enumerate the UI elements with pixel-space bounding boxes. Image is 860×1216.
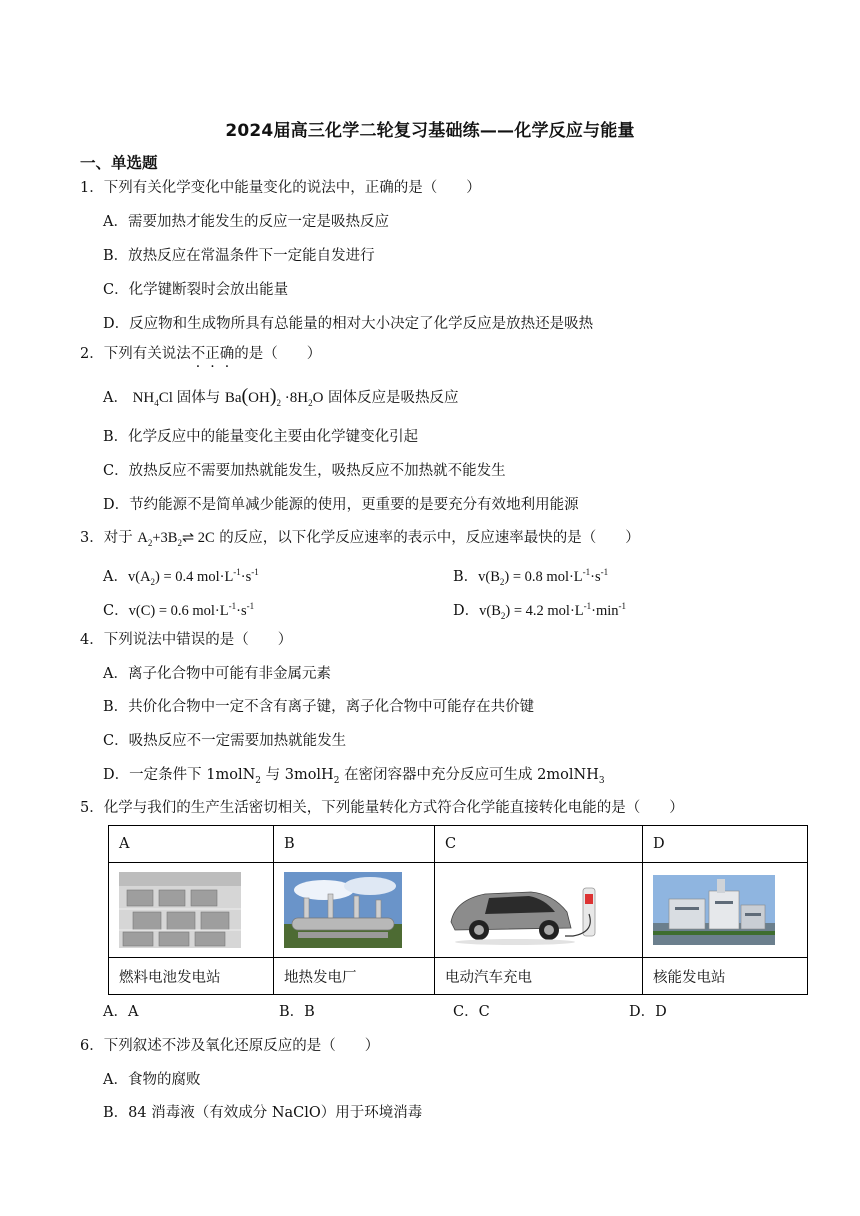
- question-2-option-a: A． $NH_4Cl$ 固体与 $Ba(OH)_2 \cdot 8H_2O$ 固体反应是吸热反应: [103, 385, 459, 408]
- option-text-pre: D．一定条件下 1molN: [103, 767, 256, 783]
- option-label: A．: [103, 568, 128, 585]
- question-2-stem-post: 的是（ ）: [234, 346, 322, 362]
- nuclear-plant-image: [643, 863, 808, 958]
- question-3-option-c: C．v(C) = 0.6 $mol\cdot L^{-1}\cdot s^{-1}$: [103, 601, 255, 619]
- question-6-option-a: A．食物的腐败: [103, 1072, 201, 1088]
- question-6-stem: 6．下列叙述不涉及氧化还原反应的是（ ）: [80, 1038, 380, 1054]
- question-5-option-a: A．A: [103, 1004, 139, 1020]
- question-5-table: [108, 825, 808, 995]
- emphasis-char-1: 不: [190, 346, 206, 362]
- question-5-option-c: C．C: [453, 1004, 490, 1020]
- caption-fuel-cell: 燃料电池发电站: [109, 958, 274, 995]
- reaction-equation: $A_2+3B_2\rightleftharpoons$ 2C: [137, 530, 215, 548]
- geothermal-plant-image: [274, 863, 435, 958]
- question-4-option-c: C．吸热反应不一定需要加热就能发生: [103, 733, 347, 749]
- question-4-option-b: B．共价化合物中一定不含有离子键，离子化合物中可能存在共价键: [103, 699, 535, 715]
- question-3-stem-post: 的反应，以下化学反应速率的表示中，反应速率最快的是（ ）: [214, 530, 640, 546]
- question-3-option-d: D．$v(B_2) = 4.2$ $mol\cdot L^{-1}\cdot\min^{-1}$: [453, 601, 627, 621]
- question-4-option-d: D．一定条件下 1molN$_2$ 与 3molH$_2$ 在密闭容器中充分反应可生成 2molNH$_3$: [103, 767, 605, 786]
- table-header-a: A: [109, 826, 274, 863]
- question-2-stem: [80, 344, 321, 364]
- caption-geothermal: 地热发电厂: [274, 958, 435, 995]
- question-3-stem-pre: 3．对于: [80, 530, 138, 546]
- emphasis-char-3: 确: [219, 346, 235, 362]
- electric-car-charging-image: [435, 863, 643, 958]
- page-title: 2024届高三化学二轮复习基础练——化学反应与能量: [225, 121, 635, 141]
- option-text-mid: 与 3molH: [261, 767, 334, 783]
- question-1-option-c: C．化学键断裂时会放出能量: [103, 282, 289, 298]
- option-label: C．: [103, 602, 129, 619]
- caption-nuclear: 核能发电站: [643, 958, 808, 995]
- caption-electric-car: 电动汽车充电: [435, 958, 643, 995]
- question-5-option-b: B．B: [279, 1004, 315, 1020]
- question-3-stem: [80, 528, 640, 553]
- question-1-option-a: A．需要加热才能发生的反应一定是吸热反应: [103, 214, 389, 230]
- question-1-option-b: B．放热反应在常温条件下一定能自发进行: [103, 248, 375, 264]
- question-1-stem: 1．下列有关化学变化中能量变化的说法中，正确的是（ ）: [80, 180, 481, 196]
- question-2-stem-pre: 2．下列有关说法: [80, 346, 191, 362]
- table-header-d: D: [643, 826, 808, 863]
- option-label: A．: [103, 390, 128, 406]
- option-label: D．: [453, 602, 480, 619]
- question-2-option-c: C．放热反应不需要加热就能发生，吸热反应不加热就不能发生: [103, 463, 506, 479]
- formula-baoh2: $Ba(OH)_2 \cdot 8H_2O$: [224, 385, 324, 408]
- question-1-option-d: D．反应物和生成物所具有总能量的相对大小决定了化学反应是放热还是吸热: [103, 316, 594, 332]
- table-header-c: C: [435, 826, 643, 863]
- question-3-option-a: A．$v(A_2) = 0.4$ $mol\cdot L^{-1}\cdot s^{-1}$: [103, 567, 259, 587]
- question-5-stem: 5．化学与我们的生产生活密切相关，下列能量转化方式符合化学能直接转化电能的是（ ）: [80, 800, 684, 816]
- fuel-cell-station-image: [109, 863, 274, 958]
- formula-nh4cl: $NH_4Cl$: [132, 390, 177, 408]
- question-5-option-d: D．D: [629, 1004, 667, 1020]
- question-4-stem: 4．下列说法中错误的是（ ）: [80, 632, 293, 648]
- option-text-post: 在密闭容器中充分反应可生成 2molNH: [339, 767, 599, 783]
- question-4-option-a: A．离子化合物中可能有非金属元素: [103, 666, 331, 682]
- table-header-b: B: [274, 826, 435, 863]
- option-label: B．: [453, 568, 479, 585]
- option-text: 固体反应是吸热反应: [328, 390, 459, 406]
- section-heading: 一、单选题: [80, 154, 158, 172]
- question-2-option-b: B．化学反应中的能量变化主要由化学键变化引起: [103, 429, 419, 445]
- emphasis-char-2: 正: [205, 346, 220, 362]
- question-6-option-b: B．84 消毒液（有效成分 NaClO）用于环境消毒: [103, 1105, 423, 1121]
- question-2-option-d: D．节约能源不是简单减少能源的使用，更重要的是要充分有效地利用能源: [103, 497, 579, 513]
- question-3-option-b: B．$v(B_2) = 0.8$ $mol\cdot L^{-1}\cdot s^{-1}$: [453, 567, 609, 587]
